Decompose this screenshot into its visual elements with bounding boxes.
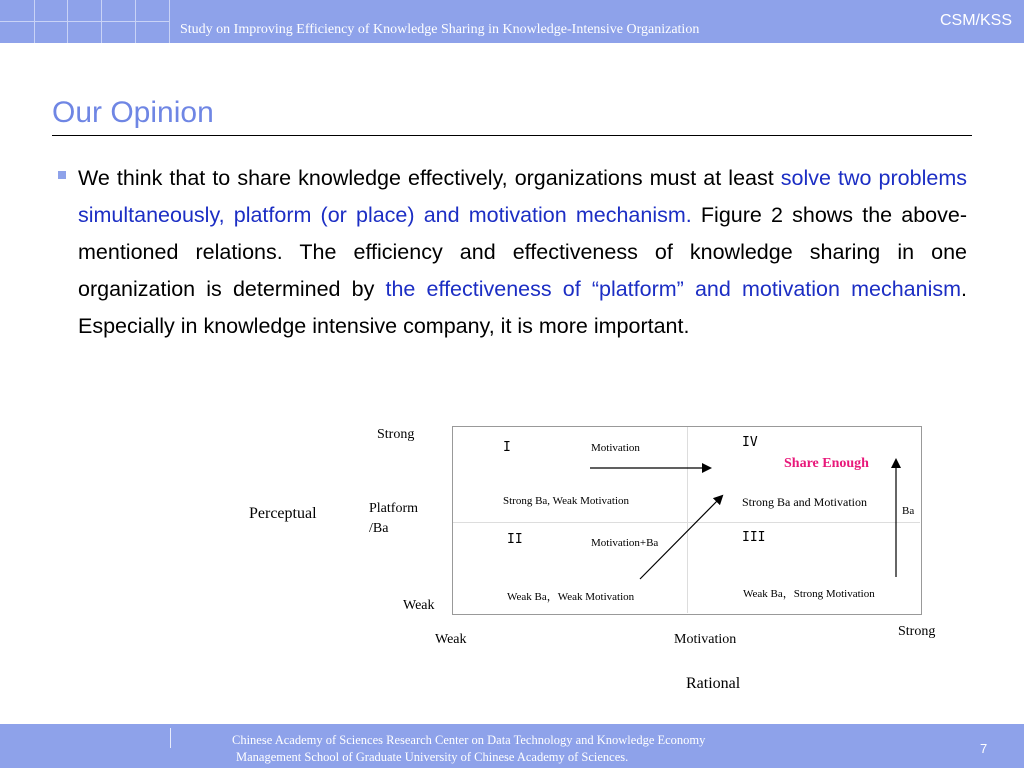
- body-text-part: We think that to share knowledge effectively, organizations must at least: [78, 166, 781, 190]
- share-enough-label: Share Enough: [784, 456, 869, 471]
- footer-institution-line1: Chinese Academy of Sciences Research Center on Data Technology and Knowledge Economy: [232, 733, 706, 747]
- ba-side-label: Ba: [902, 505, 915, 517]
- y-axis-weak: Weak: [403, 598, 435, 613]
- header-title: Study on Improving Efficiency of Knowledge Sharing in Knowledge-Intensive Organization: [180, 22, 700, 37]
- x-axis-name: Motivation: [674, 632, 737, 647]
- quadrant-2-desc: Weak Ba，Weak Motivation: [507, 591, 635, 603]
- quadrant-3-desc: Weak Ba，Strong Motivation: [743, 588, 875, 600]
- quadrant-4-desc: Strong Ba and Motivation: [742, 495, 867, 509]
- quadrant-1-numeral: I: [503, 440, 511, 455]
- slide-title: Our Opinion: [52, 96, 214, 129]
- body-highlight: the effectiveness of “platform” and motivation mechanism: [385, 277, 962, 301]
- x-axis-category: Rational: [686, 675, 741, 692]
- y-axis-category: Perceptual: [249, 505, 317, 522]
- y-axis-name-line2: /Ba: [369, 521, 389, 536]
- x-axis-strong: Strong: [898, 624, 936, 639]
- page-number: 7: [980, 741, 988, 756]
- quadrant-1-arrow-label: Motivation: [591, 442, 640, 454]
- header-brand: CSM/KSS: [939, 12, 1012, 29]
- footer-divider: [170, 728, 171, 748]
- x-axis-weak: Weak: [435, 632, 467, 647]
- body-text-part: . Especially in knowledge intensive company, it is more important.: [78, 277, 968, 338]
- motivation-ba-arrow: [640, 496, 722, 579]
- footer-institution-line2: Management School of Graduate University of Chinese Academy of Sciences.: [236, 750, 629, 764]
- quadrant-2-arrow-label: Motivation+Ba: [591, 537, 659, 549]
- y-axis-name-line1: Platform: [369, 501, 418, 516]
- body-highlight: solve two problems simultaneously, platform (or place) and motivation mechanism.: [78, 166, 967, 227]
- quadrant-2-numeral: II: [507, 532, 523, 547]
- quadrant-4-numeral: IV: [742, 435, 758, 450]
- quadrant-1-desc: Strong Ba, Weak Motivation: [503, 495, 630, 507]
- body-text-part: Figure 2 shows the above-mentioned relations. The efficiency and effectiveness of knowledge sharing in one organization is determined by: [78, 203, 967, 301]
- y-axis-strong: Strong: [377, 427, 415, 442]
- quadrant-3-numeral: III: [742, 530, 766, 545]
